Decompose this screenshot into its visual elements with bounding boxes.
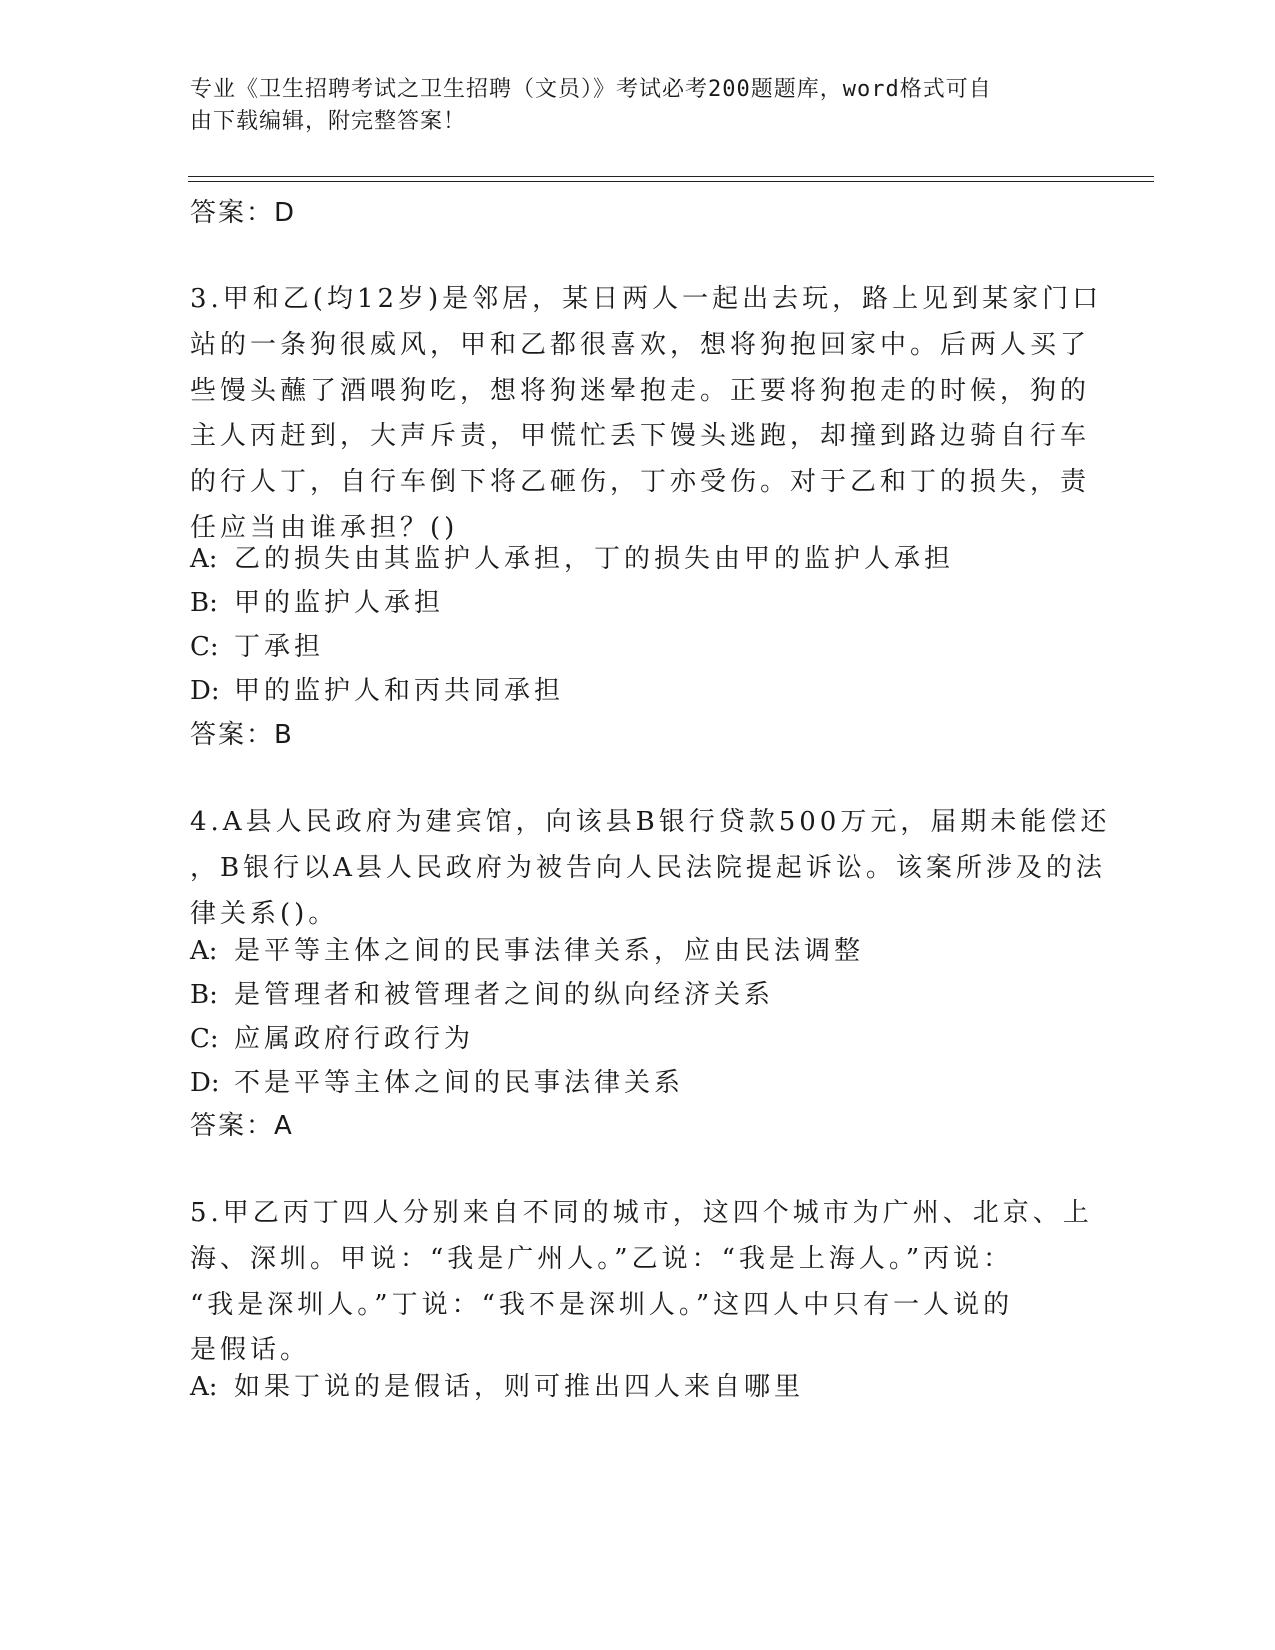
- option-key: A:: [190, 544, 218, 574]
- question-3-option-d: [190, 670, 564, 707]
- question-3-option-a: [190, 538, 954, 575]
- option-key: C:: [190, 632, 219, 662]
- question-3-answer: 答案：B: [190, 720, 294, 750]
- option-key: A:: [190, 1372, 218, 1402]
- question-4-option-a: [190, 930, 864, 967]
- previous-answer: 答案：D: [190, 198, 297, 228]
- option-key: C:: [190, 1024, 219, 1054]
- option-key: A:: [190, 936, 218, 966]
- question-5-line: 海、深圳。甲说：“我是广州人。”乙说：“我是上海人。”丙说：: [190, 1243, 1014, 1274]
- question-4-line: ，B银行以A县人民政府为被告向人民法院提起诉讼。该案所涉及的法: [190, 852, 1106, 883]
- option-text: 是平等主体之间的民事法律关系，应由民法调整: [234, 936, 865, 966]
- header-line-2: 由下载编辑，附完整答案！: [190, 109, 467, 134]
- option-key: D:: [190, 1068, 220, 1098]
- question-3-line: 站的一条狗很威风，甲和乙都很喜欢，想将狗抱回家中。后两人买了: [190, 329, 1091, 360]
- question-4-option-d: [190, 1062, 684, 1099]
- option-key: B:: [190, 980, 218, 1010]
- question-5-stem: [190, 1191, 1093, 1374]
- question-5-line: “我是深圳人。”丁说：“我不是深圳人。”这四人中只有一人说的: [190, 1289, 1014, 1320]
- question-3-line: 的行人丁，自行车倒下将乙砸伤，丁亦受伤。对于乙和丁的损失，责: [190, 467, 1091, 498]
- option-key: D:: [190, 676, 220, 706]
- option-key: B:: [190, 588, 218, 618]
- option-text: 是管理者和被管理者之间的纵向经济关系: [234, 980, 775, 1010]
- question-4-answer: 答案：A: [190, 1111, 294, 1141]
- question-4-stem: [190, 800, 1110, 937]
- question-5-option-a: [190, 1366, 804, 1403]
- question-3-line: 任应当由谁承担？(): [190, 512, 459, 543]
- header-line-1: 专业《卫生招聘考试之卫生招聘（文员）》考试必考200题题库，word格式可自: [190, 77, 992, 102]
- option-text: 如果丁说的是假话，则可推出四人来自哪里: [234, 1372, 805, 1402]
- question-3-option-c: [190, 626, 324, 663]
- question-5-line: 是假话。: [190, 1335, 311, 1366]
- question-4-line: 律关系()。: [190, 898, 339, 929]
- header-rule-bottom: [188, 181, 1154, 182]
- option-text: 乙的损失由其监护人承担，丁的损失由甲的监护人承担: [234, 544, 955, 574]
- header-rule-top: [188, 176, 1154, 177]
- question-3-line: 些馒头蘸了酒喂狗吃，想将狗迷晕抱走。正要将狗抱走的时候，狗的: [190, 375, 1091, 406]
- option-text: 丁承担: [234, 632, 325, 662]
- question-3-line: 主人丙赶到，大声斥责，甲慌忙丢下馒头逃跑，却撞到路边骑自行车: [190, 421, 1091, 452]
- question-4-option-c: [190, 1018, 474, 1055]
- option-text: 不是平等主体之间的民事法律关系: [234, 1068, 685, 1098]
- question-4-option-b: [190, 974, 774, 1011]
- option-text: 甲的监护人承担: [234, 588, 445, 618]
- question-3-option-b: [190, 582, 444, 619]
- question-4-line: 4.A县人民政府为建宾馆，向该县B银行贷款500万元，届期未能偿还: [190, 807, 1111, 837]
- option-text: 甲的监护人和丙共同承担: [234, 676, 565, 706]
- document-header: [190, 74, 1070, 138]
- question-3-stem: [190, 277, 1102, 552]
- question-5-line: 5.甲乙丙丁四人分别来自不同的城市，这四个城市为广州、北京、上: [190, 1198, 1093, 1228]
- question-3-line: 3.甲和乙(均12岁)是邻居，某日两人一起出去玩，路上见到某家门口: [190, 284, 1103, 314]
- option-text: 应属政府行政行为: [234, 1024, 475, 1054]
